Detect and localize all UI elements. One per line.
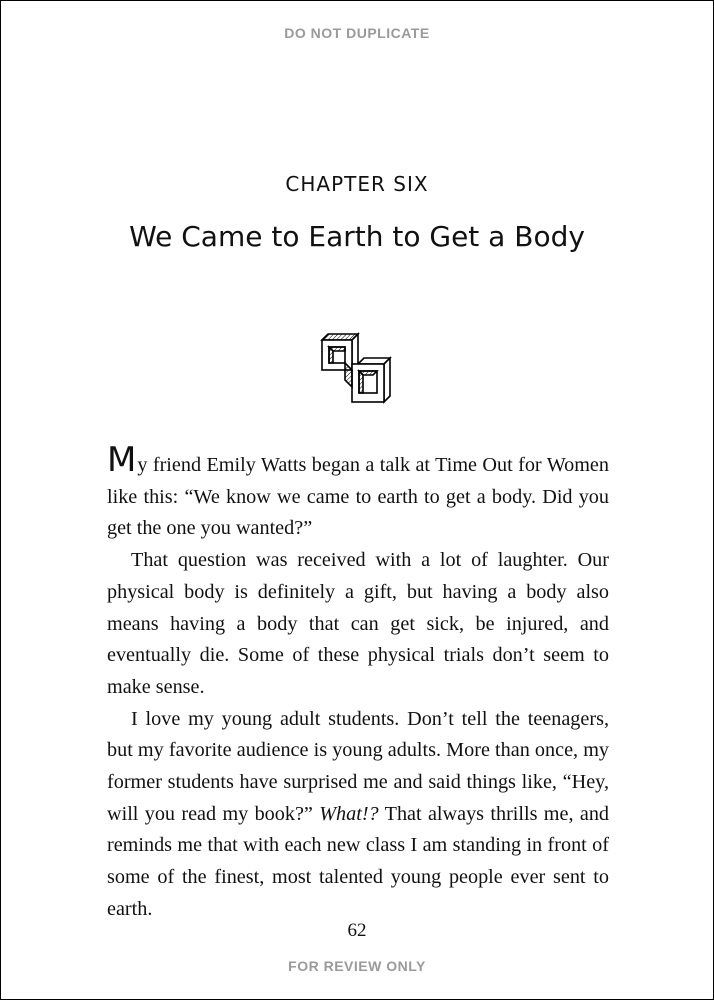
paragraph-1-text: y friend Emily Watts began a talk at Time Out for Women like this: “We know we came to earth to get a body. Did you get the one you wanted?” [107, 454, 609, 540]
chapter-label: CHAPTER SIX [285, 172, 429, 196]
chapter-title: We Came to Earth to Get a Body [129, 220, 585, 253]
page-number: 62 [347, 920, 367, 941]
drop-cap: M [107, 440, 137, 480]
paragraph-3-italic: What!? [319, 802, 379, 825]
paragraph-3-text-end: That always thrills me, and reminds me that with each new class I am standing in front of some of the finest, most talented young people ever sent to earth. [107, 802, 610, 920]
chapter-body [107, 440, 610, 926]
bottom-watermark: FOR REVIEW ONLY [288, 958, 426, 974]
top-watermark: DO NOT DUPLICATE [284, 25, 430, 41]
paragraph-3-text-start: I love my young adult students. Don’t tell the teenagers, but my favorite audience is young adults. More than once, my former students have surprised me and said things like, “Hey, will you read my book?” [107, 707, 609, 825]
paragraph-2: That question was received with a lot of laughter. Our physical body is definitely a gift, but having a body also means having a body that can get sick, be injured, and eventually die. Some of these physical trials don’t seem to make sense. [107, 549, 609, 698]
interlocked-squares-ornament-icon [315, 327, 397, 409]
paragraph-3 [107, 704, 609, 926]
paragraph-1 [107, 440, 609, 545]
